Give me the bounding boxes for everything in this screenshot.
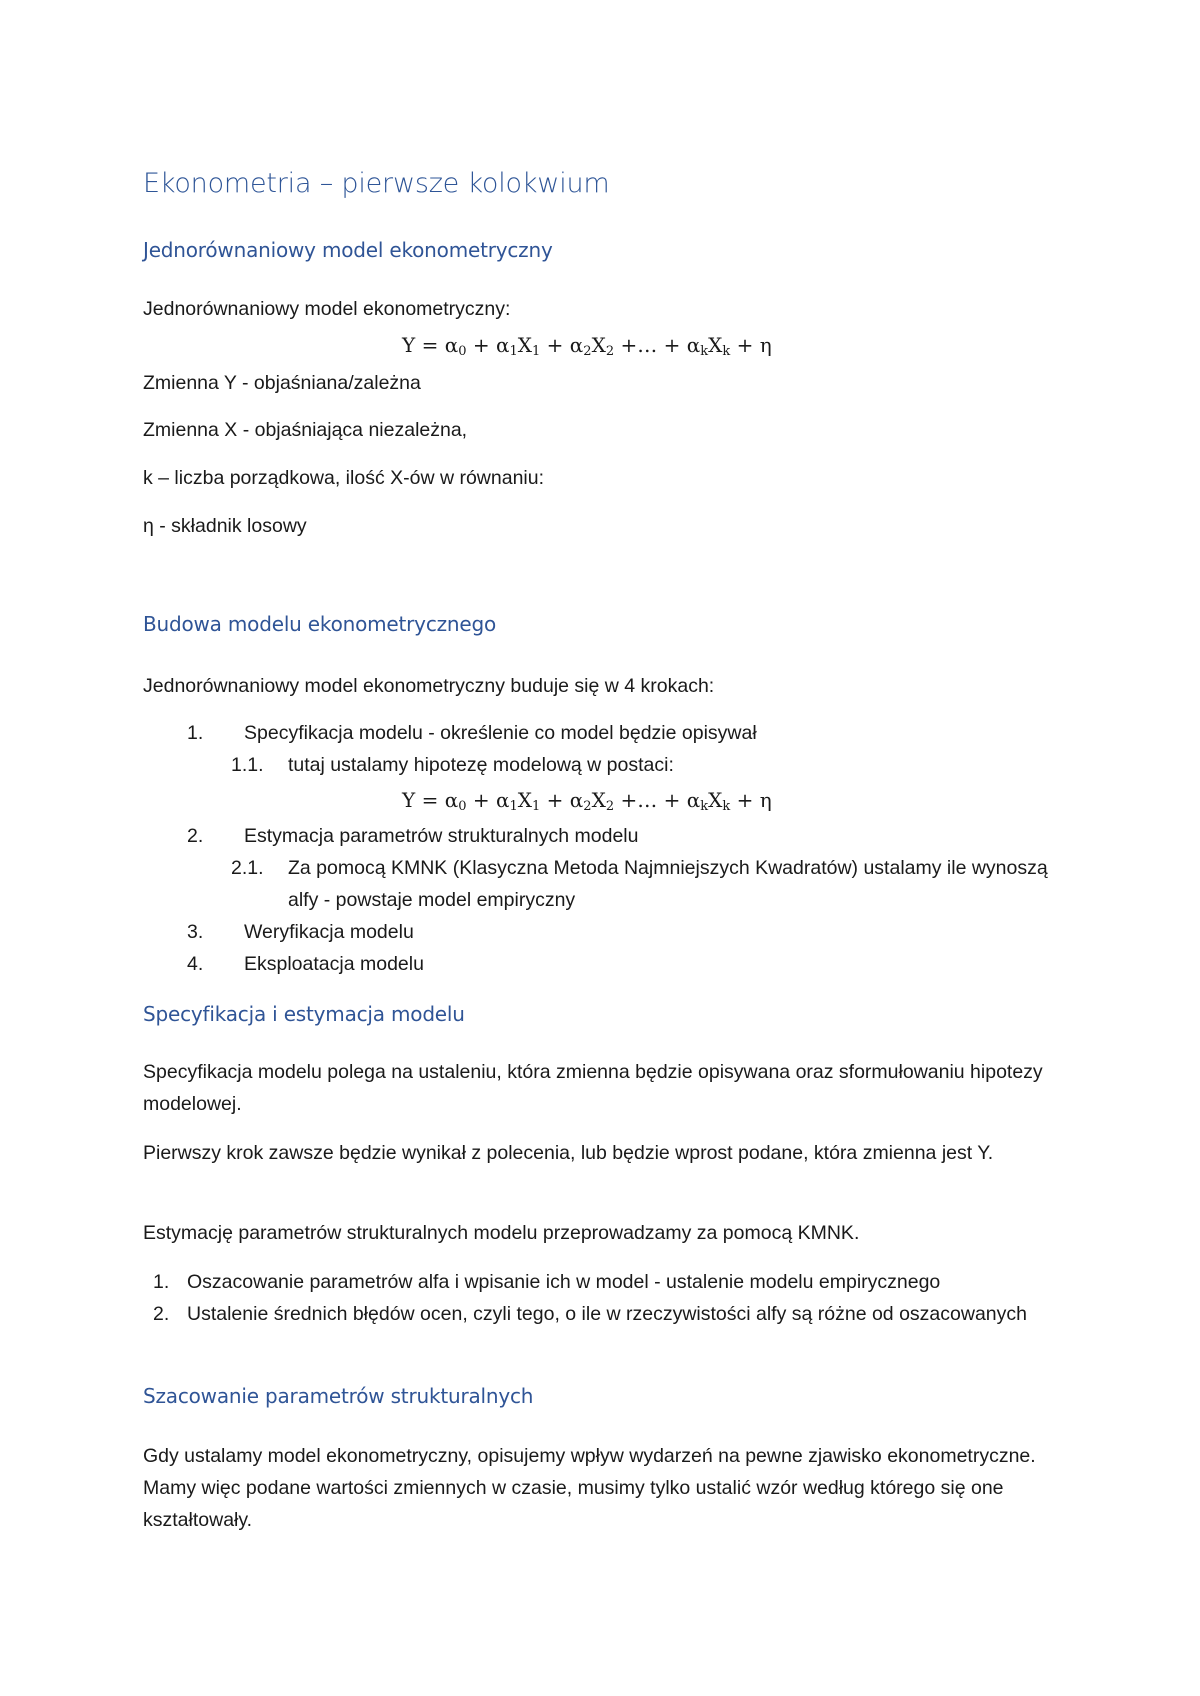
formula-eq: =	[421, 333, 439, 357]
formula-dots: …	[637, 333, 658, 357]
formula-eta: η	[759, 333, 772, 357]
section-heading-budowa: Budowa modelu ekonometrycznego	[143, 612, 497, 636]
formula-a1-sub: 1	[509, 799, 518, 814]
formula-plus: +	[736, 333, 754, 357]
formula-x1: X	[517, 788, 533, 812]
variable-x-line: Zmienna X - objaśniająca niezależna,	[143, 419, 468, 441]
formula-ak: α	[686, 333, 701, 357]
list-item	[153, 1298, 1053, 1362]
formula-a0: α	[444, 333, 459, 357]
formula-x2-sub: 2	[605, 799, 615, 814]
model-intro-text: Jednorównaniowy model ekonometryczny:	[143, 298, 511, 320]
formula-a2: α	[569, 788, 584, 812]
formula-x2: X	[591, 788, 606, 812]
list-item-number: 2.	[153, 1303, 170, 1325]
formula-plus: +	[546, 333, 564, 357]
formula-xk: X	[708, 333, 723, 357]
formula-eq: =	[421, 788, 439, 812]
list-item	[231, 852, 1061, 916]
formula-a2-sub: 2	[583, 344, 592, 359]
formula-ak: α	[686, 788, 701, 812]
list-item-text: Eksploatacja modelu	[244, 953, 424, 975]
formula-x1-sub: 1	[532, 344, 541, 359]
formula-a0: α	[444, 788, 459, 812]
formula-x2: X	[591, 333, 606, 357]
formula-ak-sub: k	[700, 799, 709, 814]
variable-y-line: Zmienna Y - objaśniana/zależna	[143, 372, 421, 394]
formula-ak-sub: k	[700, 344, 709, 359]
list-item-text: Oszacowanie parametrów alfa i wpisanie ich w model - ustalenie modelu empirycznego	[187, 1271, 941, 1293]
formula-eta: η	[759, 788, 772, 812]
specification-paragraph: Specyfikacja modelu polega na ustaleniu, która zmienna będzie opisywana oraz sformułowaniu hipotezy modelowej.	[143, 1061, 1043, 1115]
formula-plus: +	[663, 333, 681, 357]
first-step-paragraph: Pierwszy krok zawsze będzie wynikał z polecenia, lub będzie wprost podane, która zmienna jest Y.	[143, 1142, 994, 1164]
steps-intro-text: Jednorównaniowy model ekonometryczny buduje się w 4 krokach:	[143, 675, 715, 697]
list-item-number: 1.	[153, 1271, 170, 1293]
formula-x1-sub: 1	[532, 799, 541, 814]
list-item-number: 4.	[187, 953, 204, 975]
formula-plus: +	[620, 333, 638, 357]
list-item-text: Specyfikacja modelu - określenie co model będzie opisywał	[244, 722, 757, 744]
formula-plus: +	[663, 788, 681, 812]
formula-xk: X	[708, 788, 723, 812]
list-item-text: Estymacja parametrów strukturalnych modelu	[244, 825, 639, 847]
list-item-number: 2.1.	[231, 857, 264, 879]
formula-plus: +	[546, 788, 564, 812]
variable-k-line: k – liczba porządkowa, ilość X-ów w równaniu:	[143, 467, 545, 489]
formula-a2-sub: 2	[583, 799, 592, 814]
formula-y: Y	[402, 333, 416, 357]
formula-a0-sub: 0	[458, 344, 467, 359]
formula-x1: X	[517, 333, 533, 357]
estimation-paragraph: Estymację parametrów strukturalnych modelu przeprowadzamy za pomocą KMNK.	[143, 1222, 860, 1244]
list-item-text: Weryfikacja modelu	[244, 921, 414, 943]
formula-a1: α	[495, 333, 510, 357]
formula-xk-sub: k	[722, 799, 731, 814]
list-item-text: Za pomocą KMNK (Klasyczna Metoda Najmniejszych Kwadratów) ustalamy ile wynoszą alfy - powstaje model empiryczny	[288, 857, 1048, 911]
formula-a1: α	[495, 788, 510, 812]
document-title: Ekonometria – pierwsze kolokwium	[143, 168, 610, 199]
estimation-description-paragraph: Gdy ustalamy model ekonometryczny, opisujemy wpływ wydarzeń na pewne zjawisko ekonometryczne. Mamy więc podane wartości zmiennych w czasie, musimy tylko ustalić wzór według którego się one kształtowały.	[143, 1445, 1036, 1531]
formula-plus: +	[472, 333, 490, 357]
list-item-text: tutaj ustalamy hipotezę modelową w postaci:	[288, 754, 674, 776]
formula-x2-sub: 2	[605, 344, 615, 359]
section-heading-specyfikacja: Specyfikacja i estymacja modelu	[143, 1002, 465, 1026]
model-formula	[402, 333, 772, 359]
formula-plus: +	[620, 788, 638, 812]
formula-a1-sub: 1	[509, 344, 518, 359]
list-item-number: 1.1.	[231, 754, 264, 776]
section-heading-jednorownaniowy: Jednorównaniowy model ekonometryczny	[143, 238, 553, 262]
formula-a0-sub: 0	[458, 799, 467, 814]
formula-plus: +	[736, 788, 754, 812]
formula-dots: …	[637, 788, 658, 812]
list-item-number: 3.	[187, 921, 204, 943]
variable-eta-line: η - składnik losowy	[143, 515, 307, 537]
list-item-number: 1.	[187, 722, 204, 744]
list-item-number: 2.	[187, 825, 204, 847]
list-item-text: Ustalenie średnich błędów ocen, czyli tego, o ile w rzeczywistości alfy są różne od oszacowanych	[187, 1303, 1027, 1325]
formula-a2: α	[569, 333, 584, 357]
hypothesis-formula	[402, 788, 772, 814]
formula-xk-sub: k	[722, 344, 731, 359]
formula-plus: +	[472, 788, 490, 812]
section-heading-szacowanie: Szacowanie parametrów strukturalnych	[143, 1384, 534, 1408]
formula-y: Y	[402, 788, 416, 812]
